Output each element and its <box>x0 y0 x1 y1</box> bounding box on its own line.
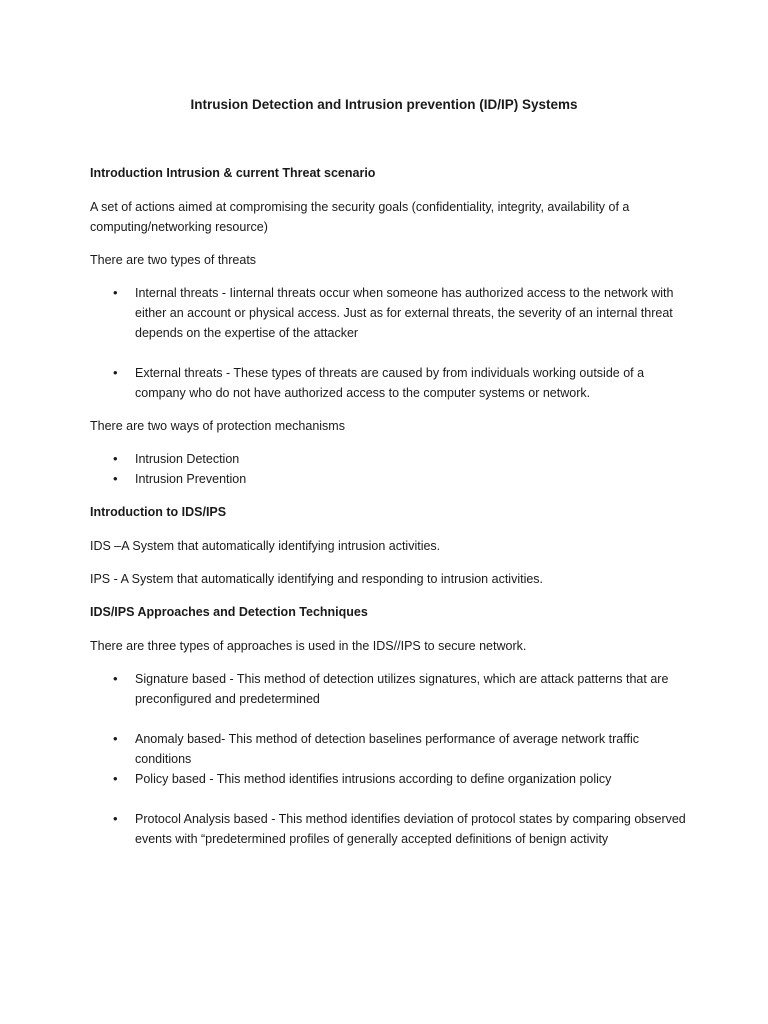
document-body <box>90 95 690 862</box>
list-item-signature-based: • Signature based - This method of detection utilizes signatures, which are attack patterns that are preconfigured and predetermined <box>90 669 690 709</box>
list-item-intrusion-prevention: • Intrusion Prevention <box>90 469 690 489</box>
section-heading-intro-threats: Introduction Intrusion & current Threat scenario <box>90 166 376 180</box>
ids-definition: IDS –A System that automatically identifying intrusion activities. <box>90 539 441 553</box>
list-item-policy-based: • Policy based - This method identifies intrusions according to define organization policy <box>90 769 690 789</box>
list-item-intrusion-detection: • Intrusion Detection <box>90 449 690 469</box>
threat-types-list <box>90 283 690 403</box>
document-title: Intrusion Detection and Intrusion prevention (ID/IP) Systems <box>190 97 578 112</box>
section-heading-approaches: IDS/IPS Approaches and Detection Techniques <box>90 605 368 619</box>
list-item-anomaly-based: • Anomaly based- This method of detection baselines performance of average network traffic conditions <box>90 729 690 769</box>
threats-intro: There are two types of threats <box>90 253 257 267</box>
ips-definition: IPS - A System that automatically identifying and responding to intrusion activities. <box>90 572 544 586</box>
intrusion-definition: A set of actions aimed at compromising the security goals (confidentiality, integrity, availability of a computing/networking resource) <box>90 200 630 234</box>
protection-intro: There are two ways of protection mechanisms <box>90 419 345 433</box>
section-heading-ids-ips: Introduction to IDS/IPS <box>90 505 227 519</box>
approaches-intro: There are three types of approaches is used in the IDS//IPS to secure network. <box>90 639 527 653</box>
approaches-list <box>90 669 690 849</box>
list-item-external-threats: • External threats - These types of threats are caused by from individuals working outside of a company who do not have authorized access to the computer systems or network. <box>90 363 690 403</box>
protection-list <box>90 449 690 489</box>
list-item-protocol-analysis-based: • Protocol Analysis based - This method identifies deviation of protocol states by comparing observed events with “predetermined profiles of generally accepted definitions of benign activity <box>90 809 690 849</box>
list-item-internal-threats: • Internal threats - Iinternal threats occur when someone has authorized access to the network with either an account or physical access. Just as for external threats, the severity of an internal threat depends on the expertise of the attacker <box>90 283 690 343</box>
